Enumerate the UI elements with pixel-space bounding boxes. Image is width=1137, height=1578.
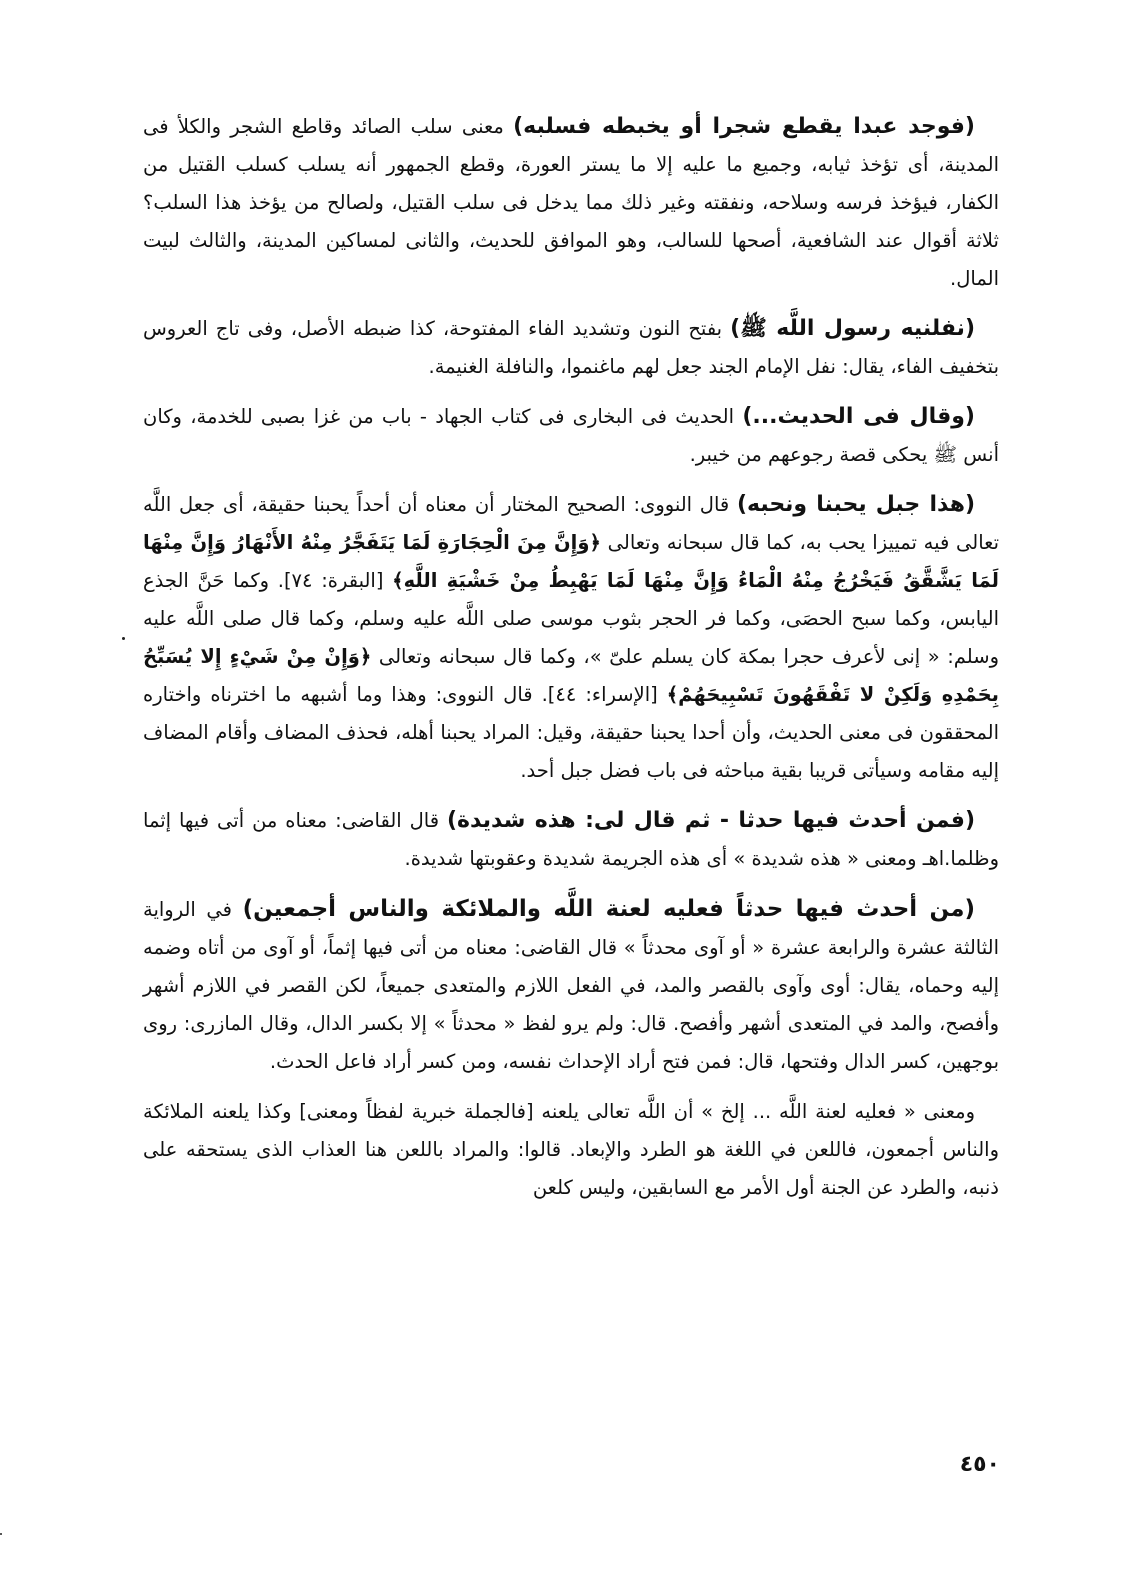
commentary-paragraph-1 bbox=[143, 108, 999, 298]
commentary-text: . قال النووى: وهذا وما أشبهه ما اخترناه واختاره المحققون فى معنى الحديث، وأن أحدا يحبنا حقيقة، وقيل: المراد يحبنا أهله، فحذف المضاف وأقام المضاف إليه مقامه وسيأتى قريبا بقية مباحثه فى باب فضل جبل أحد. bbox=[143, 683, 999, 782]
commentary-text: قال النووى: الصحيح المختار أن معناه أن أحداً يحبنا حقيقة، أى جعل اللَّه تعالى فيه تمييزا يحب به، كما قال سبحانه وتعالى bbox=[143, 493, 999, 554]
commentary-text: الحديث فى البخارى فى كتاب الجهاد - باب من غزا بصبى للخدمة، وكان أنس ﷺ يحكى قصة رجوعهم من خيبر. bbox=[143, 405, 999, 466]
hadith-lemma: (فوجد عبدا يقطع شجرا أو يخبطه فسلبه) bbox=[513, 114, 975, 139]
commentary-text: قال القاضى: معناه من أتى فيها إثما وظلما.اهـ ومعنى « هذه شديدة » أى هذه الجريمة شديدة وعقوبتها شديدة. bbox=[143, 809, 999, 870]
commentary-paragraph-4 bbox=[143, 486, 999, 790]
commentary-text: بفتح النون وتشديد الفاء المفتوحة، كذا ضبطه الأصل، وفى تاج العروس بتخفيف الفاء، يقال: نفل الإمام الجند جعل لهم ماغنموا، والنافلة الغنيمة. bbox=[143, 317, 999, 378]
quran-verse-isra: ﴿وَإِنْ مِنْ شَيْءٍ إِلا يُسَبِّحُ بِحَمْدِهِ وَلَكِنْ لا تَفْقَهُونَ تَسْبِيحَهُمْ﴾ bbox=[143, 645, 999, 706]
verse-reference: [البقرة: ٧٤] bbox=[283, 569, 393, 592]
commentary-text: ومعنى « فعليه لعنة اللَّه ... إلخ » أن اللَّه تعالى يلعنه [فالجملة خبرية لفظاً ومعنى] وكذا يلعنه الملائكة والناس أجمعون، فاللعن في اللغة هو الطرد والإبعاد. قالوا: والمراد باللعن هنا العذاب الذى يستحقه على ذنبه، والطرد عن الجنة أول الأمر مع السابقين، وليس كلعن bbox=[143, 1100, 999, 1199]
scan-speck-mark bbox=[122, 637, 125, 640]
commentary-text: في الرواية الثالثة عشرة والرابعة عشرة « أو آوى محدثاً » قال القاضى: معناه من أتى فيها إثماً، أو آوى من أتاه وضمه إليه وحماه، يقال: أوى وآوى بالقصر والمد، في الفعل اللازم والمتعدى جميعاً، لكن القصر في اللازم أشهر وأفصح، والمد في المتعدى أشهر وأفصح. قال: ولم يرو لفظ « محدثاً » إلا بكسر الدال، وقال المازرى: روى بوجهين، كسر الدال وفتحها، قال: فمن فتح أراد الإحداث نفسه، ومن كسر أراد فاعل الحدث. bbox=[143, 898, 999, 1073]
commentary-paragraph-7 bbox=[143, 1093, 999, 1207]
verse-reference: [الإسراء: ٤٤] bbox=[547, 683, 667, 706]
hadith-lemma: (نفلنيه رسول اللَّه ﷺ) bbox=[730, 316, 975, 341]
book-page-body bbox=[143, 108, 999, 1219]
commentary-text: معنى سلب الصائد وقاطع الشجر والكلأ فى المدينة، أى تؤخذ ثيابه، وجميع ما عليه إلا ما يستر العورة، وقطع الجمهور أنه يسلب كسلب القتيل من الكفار، فيؤخذ فرسه وسلاحه، ونفقته وغير ذلك مما يدخل فى سلب القتيل، ولصالح من يؤخذ هذا السلب؟ ثلاثة أقوال عند الشافعية، أصحها للسالب، وهو الموافق للحديث، والثانى لمساكين المدينة، والثالث لبيت المال. bbox=[143, 115, 999, 290]
commentary-paragraph-6 bbox=[143, 890, 999, 1081]
commentary-paragraph-2 bbox=[143, 310, 999, 386]
commentary-paragraph-5 bbox=[143, 802, 999, 878]
hadith-lemma: (وقال فى الحديث...) bbox=[742, 404, 975, 429]
quran-verse-baqarah: ﴿وَإِنَّ مِنَ الْحِجَارَةِ لَمَا يَتَفَجَّرُ مِنْهُ الأَنْهَارُ وَإِنَّ مِنْهَا لَمَا يَشَّقَّقُ فَيَخْرُجُ مِنْهُ الْمَاءُ وَإِنَّ مِنْهَا لَمَا يَهْبِطُ مِنْ خَشْيَةِ اللَّهِ﴾ bbox=[143, 531, 999, 592]
hadith-lemma: (فمن أحدث فيها حدثا - ثم قال لى: هذه شديدة) bbox=[446, 808, 975, 833]
scan-speck-mark bbox=[0, 1533, 2, 1535]
page-number: ٤٥٠ bbox=[959, 1452, 1000, 1477]
hadith-lemma: (هذا جبل يحبنا ونحبه) bbox=[736, 492, 976, 517]
commentary-text: . وكما حَنَّ الجذع اليابس، وكما سبح الحصَى، وكما فر الحجر بثوب موسى صلى اللَّه عليه وسلم، وكما قال صلى اللَّه عليه وسلم: « إنى لأعرف حجرا بمكة كان يسلم علىّ »، وكما قال سبحانه وتعالى bbox=[143, 569, 999, 668]
hadith-lemma: (من أحدث فيها حدثاً فعليه لعنة اللَّه والملائكة والناس أجمعين) bbox=[242, 896, 975, 922]
commentary-paragraph-3 bbox=[143, 398, 999, 474]
